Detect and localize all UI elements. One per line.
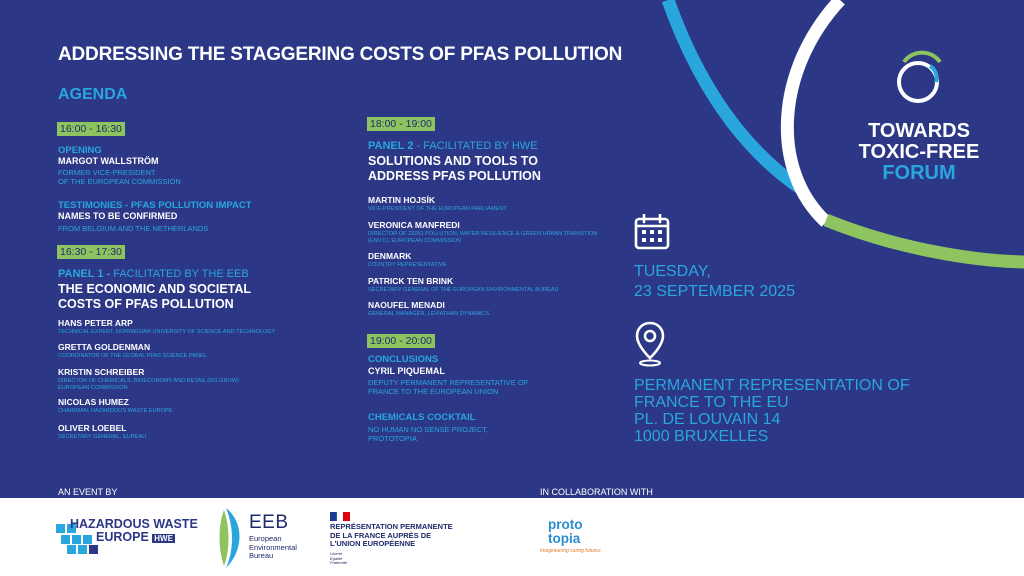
speaker-name: MARTIN HOJSÍK: [368, 195, 436, 205]
conclusions-speaker: CYRIL PIQUEMAL: [368, 366, 445, 376]
event-location-line-2: FRANCE TO THE EU: [634, 394, 789, 411]
speaker-desc: VICE-PRESIDENT OF THE EUROPEAN PARLIAMENT: [368, 206, 507, 212]
time-slot-3: 18:00 - 19:00: [367, 117, 435, 131]
forum-line-3: FORUM: [882, 162, 956, 184]
event-location-line-3: PL. DE LOUVAIN 14: [634, 411, 781, 428]
speaker-name: OLIVER LOEBEL: [58, 423, 127, 433]
event-date-line-1: TUESDAY,: [634, 263, 711, 280]
speaker-desc: SECRETARY GENERAL, EUREAU: [58, 434, 147, 440]
panel1-title-line-1: THE ECONOMIC AND SOCIETAL: [58, 282, 252, 296]
forum-line-1: TOWARDS: [868, 120, 970, 142]
opening-label: OPENING: [58, 145, 102, 156]
event-location-line-4: 1000 BRUXELLES: [634, 428, 769, 445]
speaker-desc: COUNTRY REPRESENTATIVE: [368, 262, 447, 268]
speaker-name: NAOUFEL MENADI: [368, 300, 445, 310]
calendar-icon: [634, 214, 670, 250]
event-location-line-1: PERMANENT REPRESENTATION OF: [634, 377, 910, 394]
panel2-title-line-1: SOLUTIONS AND TOOLS TO: [368, 154, 538, 168]
speaker-name: NICOLAS HUMEZ: [58, 397, 129, 407]
cocktail-desc-2: PROTOTOPIA: [368, 434, 417, 443]
map-pin-icon: [634, 320, 666, 368]
french-rep-text: [330, 523, 453, 549]
agenda-heading: AGENDA: [58, 86, 128, 103]
opening-speaker: MARGOT WALLSTRÖM: [58, 156, 159, 166]
testimonies-label: TESTIMONIES - PFAS POLLUTION IMPACT: [58, 200, 252, 211]
forum-logo-icon: [888, 48, 952, 112]
speaker-desc: (ENV.C), EUROPEAN COMMISSION: [368, 238, 462, 244]
speaker-name: GRETTA GOLDENMAN: [58, 342, 151, 352]
an-event-by-label: AN EVENT BY: [58, 487, 118, 497]
hwe-badge: HWE: [154, 534, 173, 543]
cocktail-desc-1: NO HUMAN NO SENSE PROJECT,: [368, 425, 489, 434]
speaker-name: VERONICA MANFREDI: [368, 220, 460, 230]
eeb-line-1: European: [249, 534, 282, 543]
forum-logo-text: [826, 121, 1012, 184]
panel2-title: [368, 154, 541, 184]
motto-fraternite: Fraternité: [330, 560, 348, 565]
french-flag-icon: [330, 512, 350, 521]
proto-line-1: proto: [548, 517, 583, 532]
panel2-facilitator: - FACILITATED BY HWE: [413, 140, 538, 152]
panel2-label: PANEL 2 - FACILITATED BY HWE: [368, 140, 538, 152]
testimonies-desc: FROM BELGIUM AND THE NETHERLANDS: [58, 224, 209, 233]
time-slot-1: 16:00 - 16:30: [57, 122, 125, 136]
motto-egalite: Égalité: [330, 555, 343, 561]
event-date-line-2: 23 SEPTEMBER 2025: [634, 283, 795, 300]
conclusions-desc-1: DEPUTY PERMANENT REPRESENTATIVE OF: [368, 378, 529, 387]
speaker-desc: DIRECTOR OF ZERO POLLUTION, WATER RESILIENCE & GREEN URBAN TRANSITION: [368, 231, 598, 237]
prototopia-logo: [548, 518, 583, 546]
rp-line-1: REPRÉSENTATION PERMANENTE: [330, 522, 453, 531]
speaker-desc: DIRECTOR OF CHEMICALS, BIOECONOMY AND RETAIL (DG GROW): [58, 378, 239, 384]
french-motto: [330, 552, 347, 566]
eeb-line-3: Bureau: [249, 551, 274, 560]
speaker-desc: SECRETARY GENERAL OF THE EUROPEAN ENVIRONMENTAL BUREAU: [368, 287, 559, 293]
panel2-title-line-2: ADDRESS PFAS POLLUTION: [368, 169, 541, 183]
speaker-desc: GENERAL MANAGER, LEVIATHAN DYNAMICS: [368, 311, 490, 317]
eeb-abbr: EEB: [249, 512, 289, 533]
hwe-line-2: EUROPE HWE: [96, 530, 173, 544]
speaker-name: HANS PETER ARP: [58, 318, 133, 328]
proto-line-2: topia: [548, 531, 581, 546]
page-title: ADDRESSING THE STAGGERING COSTS OF PFAS POLLUTION: [58, 44, 623, 65]
hwe-line-1: HAZARDOUS WASTE: [70, 517, 198, 531]
white-arc: [787, 0, 840, 222]
time-slot-4: 19:00 - 20:00: [367, 334, 435, 348]
forum-line-2: TOXIC-FREE: [858, 141, 980, 163]
speaker-name: PATRICK TEN BRINK: [368, 276, 454, 286]
speaker-desc: EUROPEAN COMMISSION: [58, 385, 128, 391]
speaker-desc: CHAIRMAN, HAZARDOUS WASTE EUROPE: [58, 408, 173, 414]
opening-desc-2: OF THE EUROPEAN COMMISSION: [58, 177, 181, 186]
conclusions-label: CONCLUSIONS: [368, 354, 439, 365]
collaboration-label: IN COLLABORATION WITH: [540, 487, 653, 497]
panel1-title-line-2: COSTS OF PFAS POLLUTION: [58, 297, 234, 311]
speaker-desc: TECHNICAL EXPERT, NORWEGIAN UNIVERSITY OF SCIENCE AND TECHNOLOGY: [58, 329, 276, 335]
rp-line-2: DE LA FRANCE AUPRÈS DE: [330, 530, 432, 540]
panel1-title: [58, 282, 251, 312]
speaker-name: KRISTIN SCHREIBER: [58, 367, 145, 377]
panel1-label: PANEL 1 - FACILITATED BY THE EEB: [58, 268, 249, 280]
green-arc: [826, 220, 1024, 262]
motto-liberte: Liberté: [330, 551, 343, 556]
testimonies-speakers: NAMES TO BE CONFIRMED: [58, 211, 178, 221]
panel1-facilitator: FACILITATED BY THE EEB: [110, 268, 249, 280]
cocktail-label: CHEMICALS COCKTAIL: [368, 412, 476, 423]
opening-desc-1: FORMER VICE-PRESIDENT: [58, 168, 156, 177]
prototopia-tagline: Imagineering caring futures: [540, 548, 601, 554]
speaker-desc: COORDINATOR OF THE GLOBAL PFAS SCIENCE PANEL: [58, 353, 207, 359]
time-slot-2: 16:30 - 17:30: [57, 245, 125, 259]
blue-arc: [668, 0, 800, 188]
eeb-line-2: Environmental: [249, 542, 297, 552]
rp-line-3: L'UNION EUROPÉENNE: [330, 539, 416, 548]
speaker-name: DENMARK: [368, 251, 412, 261]
eeb-logo-icon: [218, 506, 244, 570]
conclusions-desc-2: FRANCE TO THE EUROPEAN UNION: [368, 387, 499, 396]
eeb-full-name: [249, 535, 297, 561]
